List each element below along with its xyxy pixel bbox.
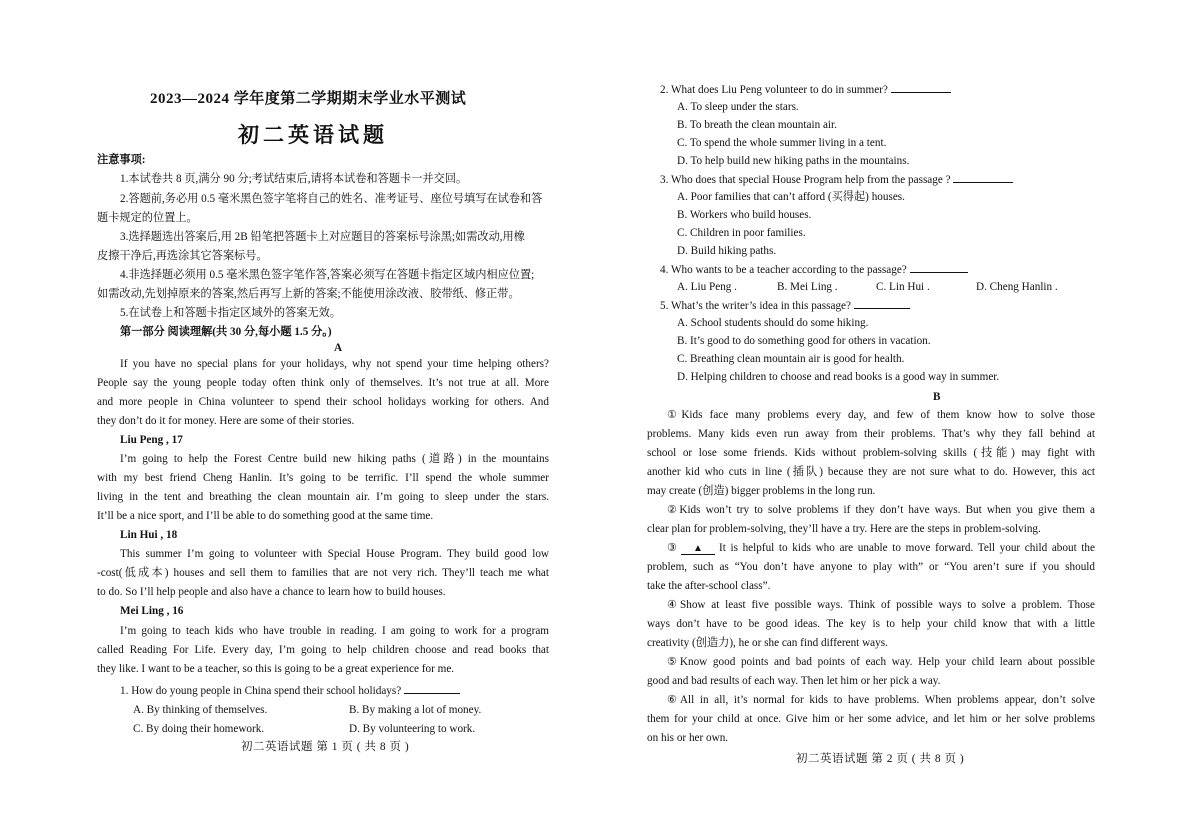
passage-line: them for your child at once. Give him or her some advice, and let him or her solve problems [647,713,1095,725]
option-c: C. Lin Hui . [876,281,930,293]
passage-line: they don’t do it for money. Here are some of their stories. [97,415,355,427]
passage-line: and more people in China volunteer to spend their school holidays working for others. And [97,396,549,408]
passage-line: ①Kids face many problems every day, and few of them know how to solve those [667,409,1095,421]
passage-line: take the after-school class”. [647,580,771,592]
question-5-stem [660,298,910,314]
passage-line: problem, such as “You don’t have anyone to play with” or “You aren’t sure if you should [647,561,1095,573]
story-name: Lin Hui , 18 [120,529,178,541]
passage-line: It is helpful to kids who are unable to move forward. Tell your child about the [719,542,1095,554]
option-c: C. By doing their homework. [133,723,265,735]
passage-line: -cost(低成本) houses and sell them to families that are not very rich. They’ll teach me what [97,567,549,579]
option-b: B. It’s good to do something good for others in vacation. [677,335,931,347]
answer-blank [891,82,951,93]
exam-page-2 [600,0,1200,819]
option-c: C. Children in poor families. [677,227,806,239]
story-name: Mei Ling , 16 [120,605,184,617]
passage-line: another kid who cuts in line (插队) because they are not sure what to do. However, this act [647,466,1095,478]
answer-blank [910,262,968,273]
passage-line: called Reading For Life. Every day, I’m going to help children choose and read books that [97,644,549,656]
answer-blank [854,298,910,309]
passage-line: with my best friend Cheng Hanlin. It’s going to be terrific. I’ll spend the whole summer [97,472,549,484]
question-4-stem [660,262,968,278]
option-d: D. By volunteering to work. [349,723,476,735]
passage-line: I’m going to teach kids who have trouble in reading. I am going to work for a program [120,625,549,637]
question-2-stem [660,82,951,98]
option-a: A. Poor families that can’t afford (买得起) houses. [677,191,905,203]
option-a: A. To sleep under the stars. [677,101,799,113]
notice-line: 5.在试卷上和答题卡指定区域外的答案无效。 [120,307,341,319]
exam-title: 2023—2024 学年度第二学期期末学业水平测试 [150,91,467,107]
notice-line: 题卡规定的位置上。 [97,212,198,224]
passage-line: ④Show at least five possible ways. Think of possible ways to solve a problem. Those [667,599,1095,611]
notice-line: 1.本试卷共 8 页,满分 90 分;考试结束后,请将本试卷和答题卡一并交回。 [120,173,468,185]
option-d: D. Cheng Hanlin . [976,281,1058,293]
part-heading: 第一部分 阅读理解(共 30 分,每小题 1.5 分。) [120,326,332,338]
triangle-marker-icon: ▲ [693,543,703,554]
page-footer: 初二英语试题 第 1 页 ( 共 8 页 ) [241,741,410,753]
option-a: A. By thinking of themselves. [133,704,268,716]
passage-line: school or lose some friends. Kids without problem-solving skills (技能) may fight with [647,447,1095,459]
page-footer: 初二英语试题 第 2 页 ( 共 8 页 ) [796,753,965,765]
option-b: B. By making a lot of money. [349,704,482,716]
question-1-stem [120,683,460,699]
option-b: B. Workers who build houses. [677,209,812,221]
option-d: D. Helping children to choose and read books is a good way in summer. [677,371,1000,383]
subject-title: 初二英语试题 [238,123,388,147]
option-c: C. Breathing clean mountain air is good for health. [677,353,905,365]
notice-line: 3.选择题选出答案后,用 2B 铅笔把答题卡上对应题目的答案标号涂黑;如需改动,用橡 [120,231,525,243]
question-stem-text: 2. What does Liu Peng volunteer to do in summer? [660,84,888,96]
answer-blank [404,683,460,694]
passage-line: ⑥All in all, it’s normal for kids to have problems. When problems appear, don’t solve [667,694,1095,706]
option-d: D. To help build new hiking paths in the mountains. [677,155,910,167]
notice-line: 皮擦干净后,再选涂其它答案标号。 [97,250,268,262]
passage-line: may create (创造) bigger problems in the long run. [647,485,876,497]
question-stem-text: 5. What’s the writer’s idea in this passage? [660,300,851,312]
question-stem-text: 4. Who wants to be a teacher according to the passage? [660,264,907,276]
passage-line: good and bad results of each way. Then let him or her pick a way. [647,675,941,687]
passage-line: ⑤Know good points and bad points of each way. Help your child learn about possible [667,656,1095,668]
answer-blank [953,172,1013,183]
option-a: A. Liu Peng . [677,281,737,293]
option-a: A. School students should do some hiking. [677,317,869,329]
option-d: D. Build hiking paths. [677,245,777,257]
passage-line: problems. Many kids even run away from their problems. That’s why they fall behind at [647,428,1095,440]
passage-line: ways don’t have to be good ideas. The key is to help your child know that with a little [647,618,1095,630]
passage-line: to do. So I’ll help people and also have a chance to learn how to build houses. [97,586,446,598]
notice-line: 4.非选择题必须用 0.5 毫米黑色签字笔作答,答案必须写在答题卡指定区域内相应位置; [120,269,535,281]
para3-number: ③ [667,542,678,554]
option-b: B. To breath the clean mountain air. [677,119,837,131]
passage-line: It’ll be a nice sport, and I’ll be able to do something good at the same time. [97,510,434,522]
passage-label-b: B [933,391,941,403]
notice-line: 如需改动,先划掉原来的答案,然后再写上新的答案;不能使用涂改液、胶带纸、修正带。 [97,288,520,300]
option-c: C. To spend the whole summer living in a tent. [677,137,887,149]
passage-line: If you have no special plans for your holidays, why not spend your time helping others? [120,358,549,370]
option-b: B. Mei Ling . [777,281,838,293]
notice-heading: 注意事项: [97,154,146,166]
passage-line: clear plan for problem-solving, they’ll have a try. Here are the steps in problem-solving. [647,523,1041,535]
passage-line: I’m going to help the Forest Centre build new hiking paths (道路) in the mountains [120,453,549,465]
passage-line: People say the young people today often think only of themselves. It’s not true at all. More [97,377,549,389]
passage-line: living in the tent and breathing the clean mountain air. I’m going to sleep under the stars. [97,491,549,503]
notice-line: 2.答题前,务必用 0.5 毫米黑色签字笔将自己的姓名、准考证号、座位号填写在试卷和答 [120,193,543,205]
story-name: Liu Peng , 17 [120,434,183,446]
passage-line: on his or her own. [647,732,729,744]
passage-line: ②Kids won’t try to solve problems if they don’t have ways. But when you give them a [667,504,1095,516]
question-stem-text: 1. How do young people in China spend their school holidays? [120,685,402,697]
passage-line: they like. I want to be a teacher, so this is going to be a great experience for me. [97,663,455,675]
passage-line: This summer I’m going to volunteer with Special House Program. They build good low [120,548,549,560]
blank-with-marker [681,541,715,555]
question-stem-text: 3. Who does that special House Program help from the passage ? [660,174,951,186]
passage-line: creativity (创造力), he or she can find different ways. [647,637,888,649]
passage-label-a: A [334,342,343,354]
question-3-stem [660,172,1013,188]
